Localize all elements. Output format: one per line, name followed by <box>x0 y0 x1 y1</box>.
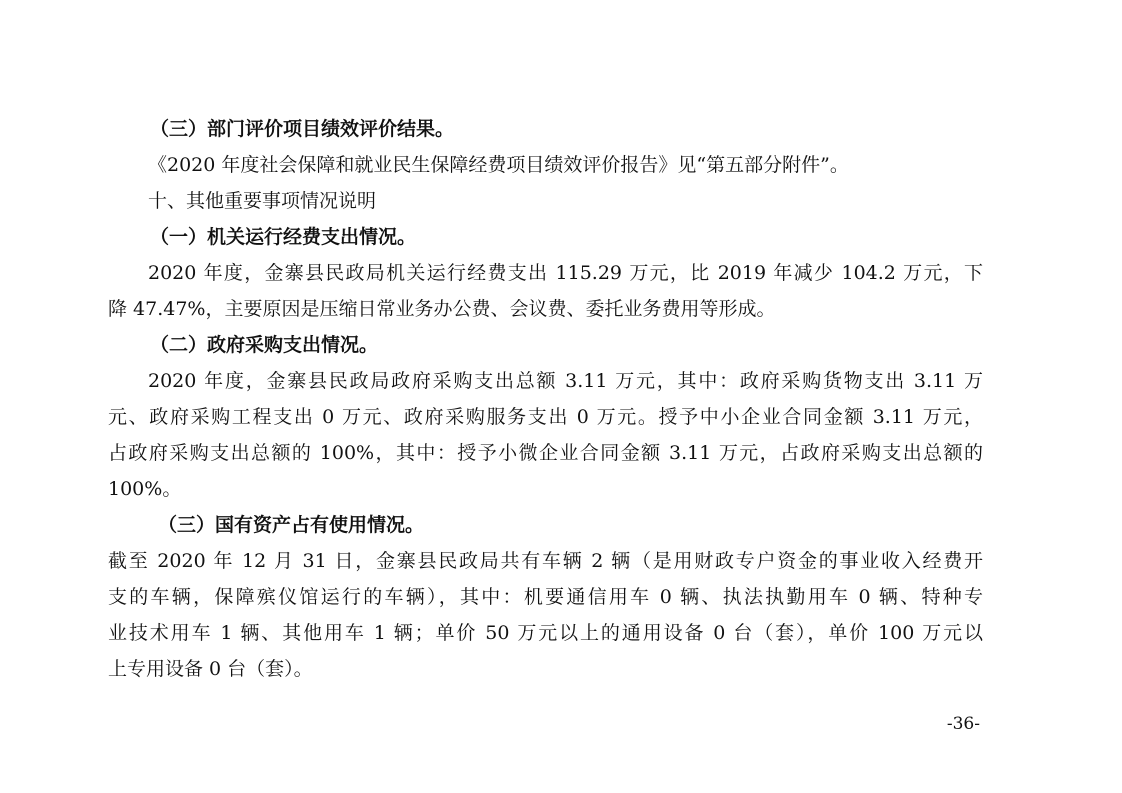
section-heading-performance-result: （三）部门评价项目绩效评价结果。 <box>150 118 455 140</box>
section-heading-state-assets: （三）国有资产占有使用情况。 <box>158 514 425 536</box>
paragraph-line: 100%。 <box>108 478 182 500</box>
section-heading-government-procurement: （二）政府采购支出情况。 <box>150 334 379 356</box>
paragraph-line: 占政府采购支出总额的 100%，其中：授予小微企业合同金额 3.11 万元，占政府采购支出总额的 <box>108 442 983 464</box>
paragraph-line: 元、政府采购工程支出 0 万元、政府采购服务支出 0 万元。授予中小企业合同金额 3.11 万元， <box>108 406 983 428</box>
paragraph-line: 上专用设备 0 台（套）。 <box>108 658 313 680</box>
paragraph-line: 支的车辆，保障殡仪馆运行的车辆），其中：机要通信用车 0 辆、执法执勤用车 0 辆、特种专 <box>108 586 983 608</box>
page-number: -36- <box>946 714 980 734</box>
paragraph-line: 降 47.47%，主要原因是压缩日常业务办公费、会议费、委托业务费用等形成。 <box>108 298 776 320</box>
paragraph-line: 《2020 年度社会保障和就业民生保障经费项目绩效评价报告》见“第五部分附件”。 <box>148 154 849 176</box>
chapter-heading-other-matters: 十、其他重要事项情况说明 <box>148 190 377 212</box>
paragraph-line: 业技术用车 1 辆、其他用车 1 辆；单价 50 万元以上的通用设备 0 台（套），单价 100 万元以 <box>108 622 983 644</box>
paragraph-line: 截至 2020 年 12 月 31 日，金寨县民政局共有车辆 2 辆（是用财政专户资金的事业收入经费开 <box>108 550 983 572</box>
paragraph-line: 2020 年度，金寨县民政局政府采购支出总额 3.11 万元，其中：政府采购货物支出 3.11 万 <box>148 370 983 392</box>
paragraph-line: 2020 年度，金寨县民政局机关运行经费支出 115.29 万元，比 2019 年减少 104.2 万元，下 <box>148 262 983 284</box>
section-heading-operating-expenses: （一）机关运行经费支出情况。 <box>150 226 417 248</box>
